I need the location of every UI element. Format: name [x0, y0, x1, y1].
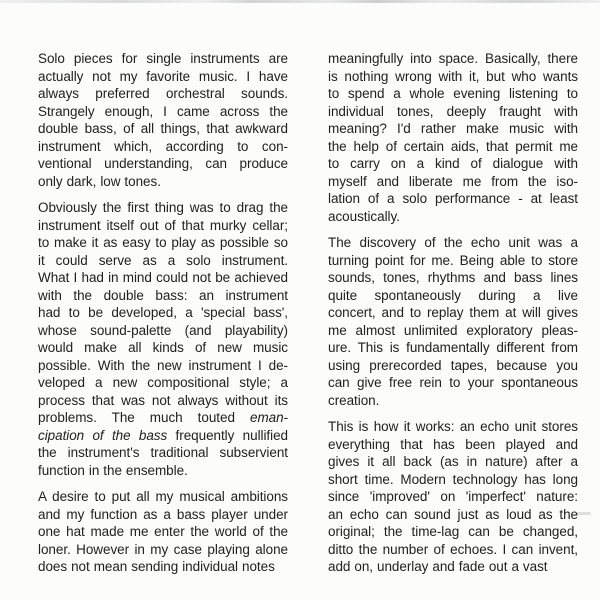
- text-line: A desire to put all my musical ambitions: [38, 489, 288, 504]
- text-line: always preferred orchestral sounds.: [38, 86, 288, 101]
- text-line: it could serve as a solo instrument.: [38, 252, 288, 268]
- text-line: creation.: [328, 392, 380, 408]
- paragraph: [38, 488, 288, 576]
- text-line: to carry on a kind of dialogue with: [328, 156, 578, 171]
- text-line: meaningfully into space. Basically, there: [328, 51, 578, 66]
- text-line: one hat made me enter the world of the: [38, 524, 288, 539]
- text-line: myself and liberate me from the iso-: [328, 173, 578, 189]
- text-line: actually not my favorite music. I have: [38, 68, 288, 84]
- text-line: would make all kinds of new music: [38, 340, 288, 355]
- paragraph: [328, 234, 578, 409]
- text-line: whose sound-palette (and playability): [38, 322, 288, 338]
- text-line: everything that has been played and: [328, 436, 578, 452]
- text-line: had to be developed, a 'special bass',: [38, 305, 288, 320]
- scan-dash-artifact: [577, 512, 591, 515]
- liner-notes-text: [38, 50, 578, 585]
- text-line: is nothing wrong with it, but who wants: [328, 68, 578, 84]
- text-line: an echo can sound just as loud as the: [328, 506, 578, 522]
- paragraph: [38, 50, 288, 190]
- text-line: ditto the number of echoes. I can invent,: [328, 541, 578, 557]
- text-line: with the double bass: an instrument: [38, 287, 288, 303]
- text-line: short time. Modern technology has long: [328, 471, 578, 487]
- text-line: process that was not always without its: [38, 392, 288, 408]
- text-line: cipation of the bass frequently nullified: [38, 427, 288, 443]
- text-line: instrument which, according to con-: [38, 138, 288, 154]
- text-line: concert, and to replay them at will gives: [328, 305, 578, 320]
- text-line: original; the time-lag can be changed,: [328, 524, 578, 539]
- text-line: the help of certain aids, that permit me: [328, 138, 578, 154]
- text-line: This is how it works: an echo unit stores: [328, 419, 578, 434]
- text-line: acoustically.: [328, 208, 400, 224]
- text-line: only dark, low tones.: [38, 173, 161, 189]
- text-line: meaning? I'd rather make music with: [328, 121, 578, 136]
- text-column-left: [38, 50, 288, 585]
- text-line: double bass, of all things, that awkward: [38, 121, 288, 136]
- text-line: function in the ensemble.: [38, 462, 188, 478]
- text-line: and my function as a bass player under: [38, 506, 288, 522]
- text-line: using prerecorded tapes, because you: [328, 357, 578, 373]
- text-line: Strangely enough, I came across the: [38, 103, 288, 119]
- paragraph: [328, 418, 578, 576]
- text-line: ure. This is fundamentally different from: [328, 340, 578, 355]
- text-line: to make it as easy to play as possible so: [38, 235, 288, 250]
- text-line: to spend a whole evening listening to: [328, 86, 578, 101]
- paragraph: [328, 50, 578, 225]
- text-line: Solo pieces for single instruments are: [38, 51, 288, 66]
- text-line: sounds, tones, rhythms and bass lines: [328, 270, 578, 285]
- text-line: the instrument's traditional subservient: [38, 445, 288, 460]
- text-line: instrument itself out of that murky cellar;: [38, 217, 288, 233]
- scan-edge-artifact: [0, 0, 600, 3]
- text-line: add on, underlay and fade out a vast: [328, 559, 548, 574]
- text-line: possible. With the new instrument I de-: [38, 357, 288, 373]
- text-line: turning point for me. Being able to store: [328, 252, 578, 268]
- text-line: lation of a solo performance - at least: [328, 191, 578, 206]
- text-line: What I had in mind could not be achieved: [38, 270, 288, 285]
- text-line: gives it all back (as in nature) after a: [328, 454, 578, 469]
- text-line: veloped a new compositional style; a: [38, 375, 288, 390]
- text-line: Obviously the first thing was to drag the: [38, 200, 288, 215]
- text-line: since 'improved' on 'imperfect' nature:: [328, 489, 578, 504]
- text-line: quite spontaneously during a live: [328, 287, 578, 303]
- text-line: me almost unlimited exploratory pleas-: [328, 322, 578, 338]
- text-line: does not mean sending individual notes: [38, 559, 275, 574]
- paragraph: [38, 199, 288, 479]
- text-line: problems. The much touted eman-: [38, 410, 288, 425]
- text-line: ventional understanding, can produce: [38, 156, 288, 171]
- text-line: The discovery of the echo unit was a: [328, 235, 578, 250]
- text-line: can give free rein to your spontaneous: [328, 375, 578, 390]
- text-column-right: [328, 50, 578, 585]
- text-line: loner. However in my case playing alone: [38, 541, 288, 557]
- text-line: individual tones, deeply fraught with: [328, 103, 578, 119]
